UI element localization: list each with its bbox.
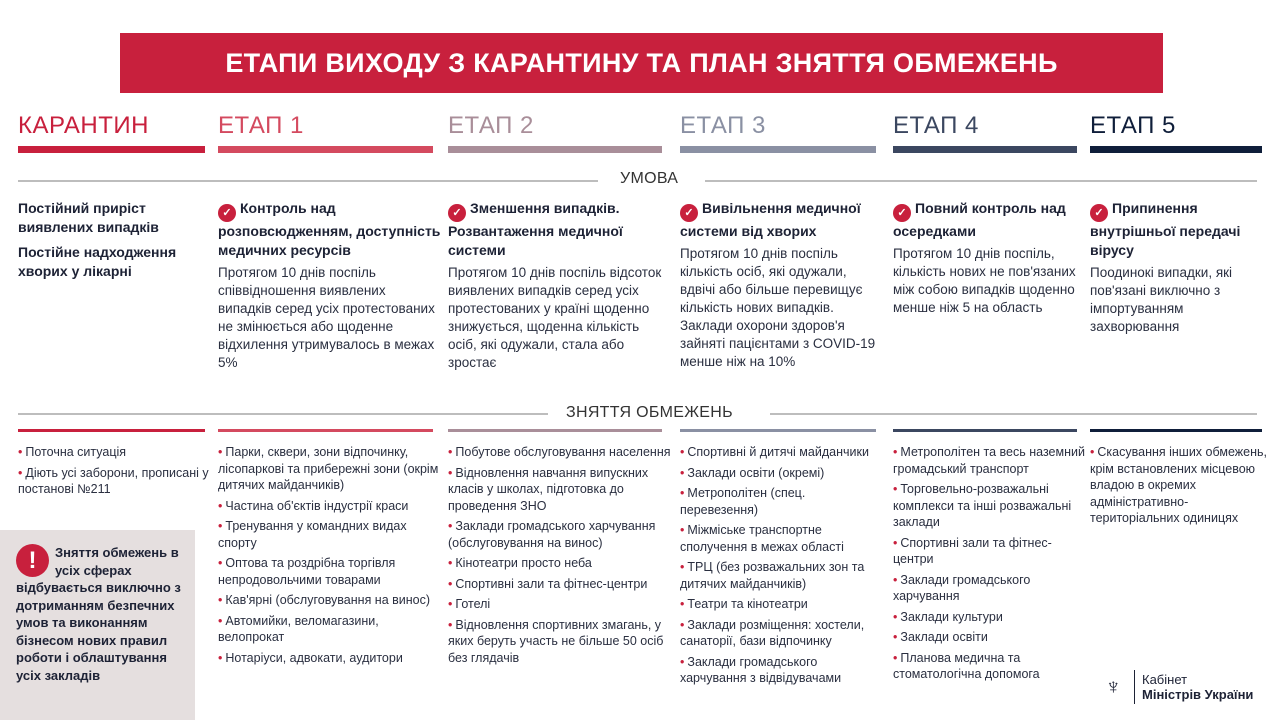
list-item (893, 650, 1087, 683)
condition-title: Постійний приріст виявлених випадків (18, 200, 159, 235)
lifted-restrictions-2 (448, 444, 672, 670)
lifted-restrictions-4 (893, 444, 1087, 687)
list-item-text: Метрополітен та весь наземний громадський транспорт (893, 445, 1085, 476)
bullet-icon: • (1090, 445, 1095, 459)
list-item-text: Заклади громадського харчування з відвідувачами (680, 654, 842, 685)
condition-title: Повний контроль над осередками (893, 200, 1066, 239)
list-item (893, 609, 1087, 626)
list-item (680, 465, 886, 482)
list-item (680, 522, 886, 555)
lifted-restrictions-5 (1090, 444, 1272, 531)
lifting-bar-4 (893, 429, 1077, 432)
stage-condition-2 (448, 199, 670, 372)
condition-title: Зменшення випадків. Розвантаження медичної системи (448, 200, 623, 258)
list-item-text: Спортивні й дитячі майданчики (687, 445, 869, 459)
stage-bar (18, 146, 205, 153)
stage-condition-1 (218, 199, 441, 372)
page-title: ЕТАПИ ВИХОДУ З КАРАНТИНУ ТА ПЛАН ЗНЯТТЯ ОБМЕЖЕНЬ (120, 33, 1163, 93)
list-item (680, 617, 886, 650)
stage-bar (448, 146, 662, 153)
stage-condition-3 (680, 199, 884, 371)
bullet-icon: • (218, 498, 223, 513)
bullet-icon: • (448, 576, 453, 591)
check-chevron-icon: ✓ (448, 204, 466, 222)
stage-label: ЕТАП 1 (218, 112, 304, 139)
warning-text: Зняття обмежень в усіх сферах відбувається виключно з дотриманням безпечних умов та виконанням бізнесом нових правил роботи і облаштування усіх закладів (16, 545, 181, 683)
lifted-restrictions-3 (680, 444, 886, 691)
bullet-icon: • (18, 445, 23, 459)
list-item (218, 555, 443, 588)
stage-bar (218, 146, 433, 153)
condition-title: Припинення внутрішньої передачі вірусу (1090, 200, 1241, 258)
list-item (680, 654, 886, 687)
bullet-icon: • (893, 445, 898, 459)
condition-divider-right (705, 180, 1257, 182)
stage-header-0 (18, 112, 205, 153)
check-chevron-icon: ✓ (893, 204, 911, 222)
lifted-restrictions-1 (218, 444, 443, 670)
list-item-text: Спортивні зали та фітнес-центри (455, 576, 648, 591)
bullet-icon: • (448, 519, 453, 533)
stage-label: ЕТАП 3 (680, 112, 766, 139)
lifting-divider-left (18, 413, 548, 415)
exclamation-icon: ! (16, 544, 49, 577)
list-item (448, 465, 672, 515)
stage-bar (1090, 146, 1262, 153)
bullet-icon: • (218, 650, 223, 665)
list-item (218, 650, 443, 667)
bullet-icon: • (893, 572, 898, 587)
list-item (218, 613, 443, 646)
stage-header-5 (1090, 112, 1262, 153)
list-item (680, 485, 886, 518)
list-item-text: Відновлення спортивних змагань, у яких беруть участь не більше 50 осіб без глядачів (448, 617, 664, 665)
list-item-text: Торговельно-розважальні комплекси та інші розважальні заклади (893, 482, 1072, 529)
stage-condition-4 (893, 199, 1085, 317)
list-item (18, 465, 215, 498)
list-item (680, 596, 886, 613)
list-item (218, 518, 443, 551)
condition-text: Поодинокі випадки, які пов'язані виключно з імпортуванням захворювання (1090, 265, 1233, 334)
list-item-text: Відновлення навчання випускних класів у школах, підготовка до проведення ЗНО (448, 465, 649, 513)
condition-text: Протягом 10 днів поспіль співвідношення виявлених випадків серед усіх протестованих не змінюється або щоденне відхилення утримувалось в межах 5% (218, 265, 435, 370)
condition-text: Протягом 10 днів поспіль кількість осіб, які одужали, вдвічі або більше перевищує кількість нових випадків. Заклади охорони здоров'я зайняті пацієнтами з COVID-19 менше ніж на 10% (680, 246, 876, 369)
list-item-text: ТРЦ (без розважальних зон та дитячих майданчиків) (680, 560, 865, 591)
list-item-text: Кінотеатри просто неба (455, 556, 592, 570)
lifting-bar-2 (448, 429, 662, 432)
list-item-text: Автомийки, веломагазини, велопрокат (218, 613, 379, 644)
list-item-text: Нотаріуси, адвокати, аудитори (225, 650, 403, 665)
cabinet-logo (1105, 670, 1253, 704)
list-item-text: Заклади культури (900, 609, 1003, 624)
list-item-text: Поточна ситуація (25, 445, 127, 459)
list-item (893, 535, 1087, 568)
list-item-text: Театри та кінотеатри (687, 597, 808, 611)
list-item-text: Планова медична та стоматологічна допомога (893, 650, 1040, 681)
stage-label: КАРАНТИН (18, 112, 149, 139)
bullet-icon: • (18, 465, 23, 480)
bullet-icon: • (680, 560, 685, 574)
list-item-text: Тренування у командних видах спорту (218, 519, 407, 550)
list-item-text: Заклади громадського харчування (893, 572, 1031, 603)
lifting-section-label: ЗНЯТТЯ ОБМЕЖЕНЬ (562, 404, 737, 422)
list-item-text: Діють усі заборони, прописані у постанові №211 (18, 465, 209, 496)
condition-divider-left (18, 180, 598, 182)
list-item (448, 444, 672, 461)
list-item (680, 559, 886, 592)
condition-text: Протягом 10 днів поспіль, кількість нових не пов'язаних між собою випадків щоденно менше ніж 5 на область (893, 246, 1076, 315)
list-item-text: Заклади освіти (окремі) (687, 465, 825, 480)
logo-line1: Кабінет (1142, 672, 1188, 687)
bullet-icon: • (448, 445, 453, 459)
bullet-icon: • (893, 630, 898, 644)
stage-bar (680, 146, 876, 153)
logo-line2: Міністрів України (1142, 687, 1254, 702)
bullet-icon: • (218, 445, 223, 459)
condition-title-2: Постійне надходження хворих у лікарні (18, 244, 177, 279)
list-item (218, 444, 443, 494)
list-item (448, 596, 672, 613)
stage-header-3 (680, 112, 876, 153)
list-item-text: Метрополітен (спец. перевезення) (680, 486, 806, 517)
list-item-text: Скасування інших обмежень, крім встановлених місцевою владою в окремих адміністративно-територіальних одиницях (1090, 445, 1267, 525)
list-item (218, 498, 443, 515)
list-item-text: Готелі (455, 597, 491, 611)
list-item-text: Частина об'єктів індустрії краси (225, 498, 409, 513)
bullet-icon: • (218, 593, 223, 607)
bullet-icon: • (218, 613, 223, 628)
list-item (893, 572, 1087, 605)
stage-label: ЕТАП 5 (1090, 112, 1176, 139)
lifting-bar-5 (1090, 429, 1262, 432)
lifting-bar-1 (218, 429, 433, 432)
stage-label: ЕТАП 2 (448, 112, 534, 139)
logo-separator (1134, 670, 1135, 704)
list-item-text: Заклади громадського харчування (обслуговування на винос) (448, 519, 656, 550)
bullet-icon: • (448, 617, 453, 632)
list-item-text: Парки, сквери, зони відпочинку, лісопаркові та прибережні зони (окрім дитячих майданчиків) (218, 445, 439, 492)
bullet-icon: • (680, 617, 685, 632)
condition-text: Протягом 10 днів поспіль відсоток виявлених випадків серед усіх протестованих у країні щоденно знижується, щоденна кількість осіб, які одужали, стала або зростає (448, 265, 662, 370)
bullet-icon: • (893, 650, 898, 665)
bullet-icon: • (680, 597, 685, 611)
bullet-icon: • (448, 597, 453, 611)
stage-bar (893, 146, 1077, 153)
list-item (448, 576, 672, 593)
stage-header-1 (218, 112, 433, 153)
list-item-text: Оптова та роздрібна торгівля непродовольчими товарами (218, 556, 396, 587)
bullet-icon: • (218, 519, 223, 533)
list-item (448, 518, 672, 551)
bullet-icon: • (448, 556, 453, 570)
bullet-icon: • (680, 486, 685, 500)
list-item (1090, 444, 1272, 527)
list-item (680, 444, 886, 461)
list-item-text: Спортивні зали та фітнес-центри (893, 535, 1052, 566)
list-item-text: Міжміське транспортне сполучення в межах області (680, 523, 844, 554)
condition-title: Вивільнення медичної системи від хворих (680, 200, 861, 239)
warning-box (0, 530, 195, 720)
bullet-icon: • (680, 465, 685, 480)
stage-condition-5 (1090, 199, 1270, 336)
trident-icon: ♆ (1105, 674, 1122, 699)
list-item (893, 444, 1087, 477)
bullet-icon: • (680, 445, 685, 459)
lifting-divider-right (770, 413, 1257, 415)
list-item-text: Побутове обслуговування населення (455, 445, 671, 459)
bullet-icon: • (893, 482, 898, 496)
list-item (218, 592, 443, 609)
condition-section-label: УМОВА (616, 170, 682, 188)
check-chevron-icon: ✓ (680, 204, 698, 222)
list-item (448, 555, 672, 572)
bullet-icon: • (893, 535, 898, 550)
list-item-text: Кав'ярні (обслуговування на винос) (225, 593, 431, 607)
stage-label: ЕТАП 4 (893, 112, 979, 139)
bullet-icon: • (680, 523, 685, 537)
list-item (893, 481, 1087, 531)
lifting-bar-3 (680, 429, 876, 432)
list-item-text: Заклади освіти (900, 630, 988, 644)
lifting-bar-0 (18, 429, 205, 432)
stage-header-2 (448, 112, 662, 153)
list-item (448, 617, 672, 667)
list-item (18, 444, 215, 461)
stage-header-4 (893, 112, 1077, 153)
condition-title: Контроль над розповсюдженням, доступність медичних ресурсів (218, 200, 441, 258)
lifted-restrictions-0 (18, 444, 215, 502)
list-item-text: Заклади розміщення: хостели, санаторії, бази відпочинку (680, 617, 865, 648)
bullet-icon: • (218, 556, 223, 570)
check-chevron-icon: ✓ (1090, 204, 1108, 222)
stage-condition-0 (18, 199, 213, 285)
bullet-icon: • (893, 609, 898, 624)
bullet-icon: • (680, 654, 685, 669)
bullet-icon: • (448, 465, 453, 480)
list-item (893, 629, 1087, 646)
check-chevron-icon: ✓ (218, 204, 236, 222)
